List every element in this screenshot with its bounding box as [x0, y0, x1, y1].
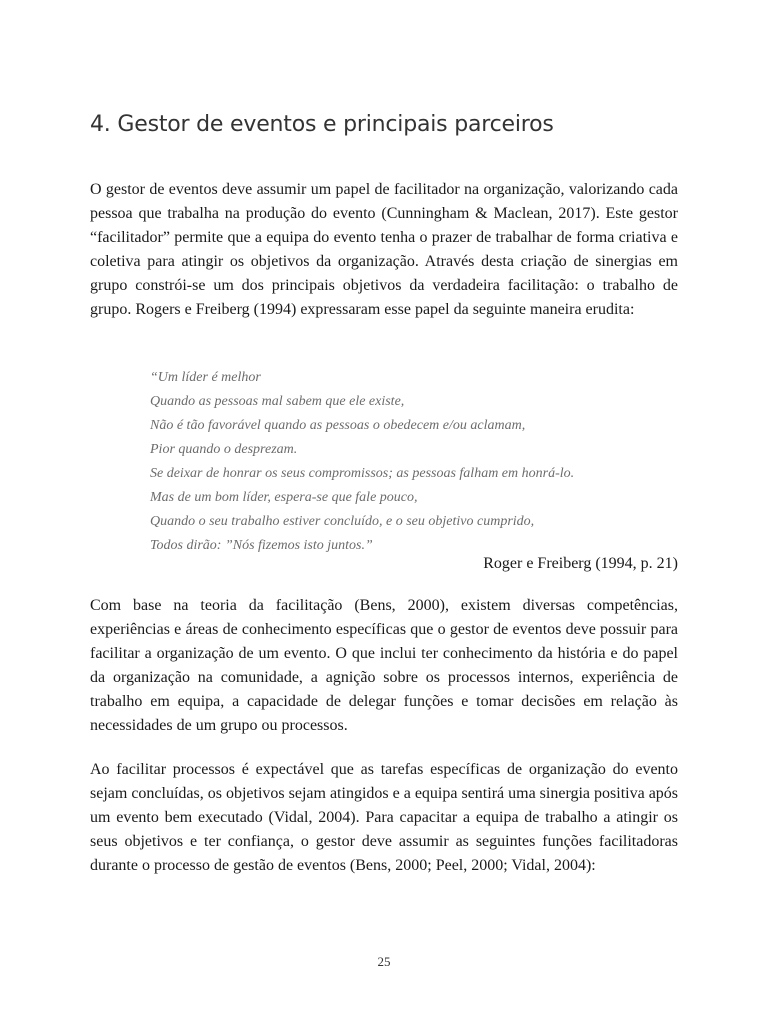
page-number: 25	[377, 954, 391, 969]
quote-line: “Um líder é melhor	[150, 370, 261, 385]
quote-line: Não é tão favorável quando as pessoas o obedecem e/ou aclamam,	[150, 418, 526, 433]
section-heading: 4. Gestor de eventos e principais parceiros	[90, 112, 554, 137]
document-page	[90, 0, 678, 1024]
paragraph-facilitation: Ao facilitar processos é expectável que as tarefas específicas de organização do evento sejam concluídas, os objetivos sejam atingidos e a equipa sentirá uma sinergia positiva após um evento bem executado (Vidal, 2004). Para capacitar a equipa de trabalho a atingir os seus objetivos e ter confiança, o gestor deve assumir as seguintes funções facilitadoras durante o processo de gestão de eventos (Bens, 2000; Peel, 2000; Vidal, 2004):	[90, 761, 679, 874]
quote-attribution: Roger e Freiberg (1994, p. 21)	[483, 555, 678, 572]
quote-line: Mas de um bom líder, espera-se que fale pouco,	[150, 490, 418, 505]
paragraph-intro: O gestor de eventos deve assumir um papel de facilitador na organização, valorizando cada pessoa que trabalha na produção do evento (Cunningham & Maclean, 2017). Este gestor “facilitador” permite que a equipa do evento tenha o prazer de trabalhar de forma criativa e coletiva para atingir os objetivos da organização. Através desta criação de sinergias em grupo constrói-se um dos principais objetivos da verdadeira facilitação: o trabalho de grupo. Rogers e Freiberg (1994) expressaram esse papel da seguinte maneira erudita:	[90, 181, 678, 318]
paragraph-competencies: Com base na teoria da facilitação (Bens, 2000), existem diversas competências, experiências e áreas de conhecimento específicas que o gestor de eventos deve possuir para facilitar a organização de um evento. O que inclui ter conhecimento da história e do papel da organização na comunidade, a agnição sobre os processos internos, experiência de trabalho em equipa, a capacidade de delegar funções e tomar decisões em relação às necessidades de um grupo ou processos.	[90, 597, 678, 734]
quote-line: Se deixar de honrar os seus compromissos; as pessoas falham em honrá-lo.	[150, 466, 575, 481]
quote-line: Quando o seu trabalho estiver concluído, e o seu objetivo cumprido,	[150, 514, 535, 529]
quote-line: Quando as pessoas mal sabem que ele existe,	[150, 394, 405, 409]
quote-line: Todos dirão: ”Nós fizemos isto juntos.”	[150, 538, 373, 553]
block-quote	[150, 366, 650, 558]
quote-line: Pior quando o desprezam.	[150, 442, 298, 457]
